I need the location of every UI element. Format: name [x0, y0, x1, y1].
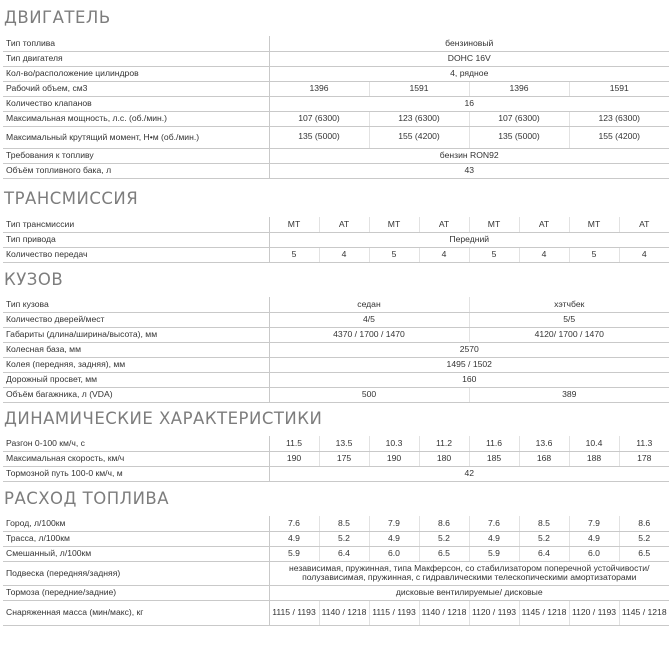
- cell-value: независимая, пружинная, типа Макферсон, со стабилизатором поперечной устойчивости/ полузависимая, пружинная, с гидравлическими телескопическими амортизаторами: [269, 561, 669, 585]
- row-label: Подвеска (передняя/задняя): [3, 561, 269, 585]
- cell-value: 43: [269, 163, 669, 178]
- row-label: Тормозной путь 100-0 км/ч, м: [3, 466, 269, 481]
- cell-value: 2570: [269, 342, 669, 357]
- section-title-engine: ДВИГАТЕЛЬ: [4, 8, 111, 27]
- row-label: Кол-во/расположение цилиндров: [3, 66, 269, 81]
- table-row: [3, 546, 669, 561]
- row-label: Количество передач: [3, 247, 269, 262]
- cell-value: 5: [369, 247, 419, 262]
- cell-value: 1495 / 1502: [269, 357, 669, 372]
- cell-value: 135 (5000): [469, 126, 569, 148]
- cell-value: 8.6: [619, 516, 669, 531]
- cell-value: 1591: [569, 81, 669, 96]
- table-row: [3, 312, 669, 327]
- cell-value: 4.9: [369, 531, 419, 546]
- row-label: Объём топливного бака, л: [3, 163, 269, 178]
- transmission-table: [3, 217, 669, 263]
- table-row: [3, 561, 669, 585]
- cell-value: седан: [269, 297, 469, 312]
- cell-value: 190: [269, 451, 319, 466]
- cell-value: 7.9: [569, 516, 619, 531]
- body-table: [3, 297, 669, 403]
- row-label: Разгон 0-100 км/ч, с: [3, 436, 269, 451]
- table-row: [3, 148, 669, 163]
- section-title-fuel: РАСХОД ТОПЛИВА: [4, 489, 170, 508]
- cell-value: DOHC 16V: [269, 51, 669, 66]
- cell-value: 155 (4200): [569, 126, 669, 148]
- cell-value: 1396: [269, 81, 369, 96]
- cell-value: AT: [619, 217, 669, 232]
- cell-value: 5.9: [469, 546, 519, 561]
- row-label: Дорожный просвет, мм: [3, 372, 269, 387]
- table-row: [3, 66, 669, 81]
- table-row: [3, 36, 669, 51]
- cell-value: 4: [619, 247, 669, 262]
- cell-value: 5.2: [419, 531, 469, 546]
- table-row: [3, 531, 669, 546]
- cell-value: 5.9: [269, 546, 319, 561]
- cell-value: 5: [269, 247, 319, 262]
- table-row: [3, 163, 669, 178]
- cell-value: 4: [319, 247, 369, 262]
- row-label: Рабочий объем, см3: [3, 81, 269, 96]
- cell-value: 5/5: [469, 312, 669, 327]
- row-label: Тип кузова: [3, 297, 269, 312]
- table-row: [3, 126, 669, 148]
- row-label: Колесная база, мм: [3, 342, 269, 357]
- cell-value: 1396: [469, 81, 569, 96]
- cell-value: 500: [269, 387, 469, 402]
- cell-value: 4370 / 1700 / 1470: [269, 327, 469, 342]
- cell-value: Передний: [269, 232, 669, 247]
- section-title-dynamics: ДИНАМИЧЕСКИЕ ХАРАКТЕРИСТИКИ: [4, 409, 323, 428]
- cell-value: 135 (5000): [269, 126, 369, 148]
- cell-value: AT: [419, 217, 469, 232]
- cell-value: 1145 / 1218: [519, 600, 569, 625]
- cell-value: 1120 / 1193: [569, 600, 619, 625]
- cell-value: 5: [469, 247, 519, 262]
- cell-value: 6.0: [369, 546, 419, 561]
- cell-value: 1140 / 1218: [319, 600, 369, 625]
- row-label: Тип привода: [3, 232, 269, 247]
- cell-value: 6.0: [569, 546, 619, 561]
- cell-value: 6.4: [319, 546, 369, 561]
- table-row: [3, 600, 669, 625]
- table-row: [3, 327, 669, 342]
- cell-value: 1591: [369, 81, 469, 96]
- cell-value: 1145 / 1218: [619, 600, 669, 625]
- cell-value: 1115 / 1193: [369, 600, 419, 625]
- cell-value: 190: [369, 451, 419, 466]
- row-label: Смешанный, л/100км: [3, 546, 269, 561]
- row-label: Колея (передняя, задняя), мм: [3, 357, 269, 372]
- table-row: [3, 111, 669, 126]
- cell-value: 6.5: [619, 546, 669, 561]
- row-label: Габариты (длина/ширина/высота), мм: [3, 327, 269, 342]
- table-row: [3, 387, 669, 402]
- cell-value: бензин RON92: [269, 148, 669, 163]
- table-row: [3, 436, 669, 451]
- cell-value: 5.2: [319, 531, 369, 546]
- row-label: Максимальная скорость, км/ч: [3, 451, 269, 466]
- cell-value: 5.2: [519, 531, 569, 546]
- cell-value: 11.6: [469, 436, 519, 451]
- cell-value: 5: [569, 247, 619, 262]
- cell-value: 178: [619, 451, 669, 466]
- cell-value: MT: [569, 217, 619, 232]
- cell-value: 160: [269, 372, 669, 387]
- cell-value: 8.5: [519, 516, 569, 531]
- cell-value: 4/5: [269, 312, 469, 327]
- row-label: Город, л/100км: [3, 516, 269, 531]
- cell-value: бензиновый: [269, 36, 669, 51]
- cell-value: хэтчбек: [469, 297, 669, 312]
- table-row: [3, 96, 669, 111]
- dynamics-table: [3, 436, 669, 482]
- row-label: Снаряженная масса (мин/макс), кг: [3, 600, 269, 625]
- table-row: [3, 81, 669, 96]
- cell-value: 107 (6300): [269, 111, 369, 126]
- section-title-transmission: ТРАНСМИССИЯ: [4, 189, 139, 208]
- row-label: Требования к топливу: [3, 148, 269, 163]
- cell-value: 7.9: [369, 516, 419, 531]
- cell-value: 13.5: [319, 436, 369, 451]
- cell-value: 42: [269, 466, 669, 481]
- cell-value: 5.2: [619, 531, 669, 546]
- cell-value: 6.5: [419, 546, 469, 561]
- cell-value: 8.6: [419, 516, 469, 531]
- cell-value: 389: [469, 387, 669, 402]
- cell-value: 4120/ 1700 / 1470: [469, 327, 669, 342]
- cell-value: 4, рядное: [269, 66, 669, 81]
- row-label: Максимальная мощность, л.с. (об./мин.): [3, 111, 269, 126]
- cell-value: 10.4: [569, 436, 619, 451]
- cell-value: 6.4: [519, 546, 569, 561]
- cell-value: 180: [419, 451, 469, 466]
- cell-value: 175: [319, 451, 369, 466]
- cell-value: 1115 / 1193: [269, 600, 319, 625]
- cell-value: 11.2: [419, 436, 469, 451]
- cell-value: 4.9: [569, 531, 619, 546]
- table-row: [3, 217, 669, 232]
- cell-value: 1120 / 1193: [469, 600, 519, 625]
- cell-value: 11.3: [619, 436, 669, 451]
- cell-value: MT: [469, 217, 519, 232]
- section-title-body: КУЗОВ: [4, 270, 64, 289]
- row-label: Количество клапанов: [3, 96, 269, 111]
- cell-value: 188: [569, 451, 619, 466]
- engine-table: [3, 36, 669, 179]
- row-label: Объём багажника, л (VDA): [3, 387, 269, 402]
- row-label: Тормоза (передние/задние): [3, 585, 269, 600]
- cell-value: 4: [419, 247, 469, 262]
- cell-value: 4: [519, 247, 569, 262]
- row-label: Тип двигателя: [3, 51, 269, 66]
- cell-value: дисковые вентилируемые/ дисковые: [269, 585, 669, 600]
- cell-value: 16: [269, 96, 669, 111]
- fuel-table: [3, 516, 669, 626]
- row-label: Трасса, л/100км: [3, 531, 269, 546]
- table-row: [3, 585, 669, 600]
- cell-value: 8.5: [319, 516, 369, 531]
- table-row: [3, 516, 669, 531]
- table-row: [3, 247, 669, 262]
- cell-value: 11.5: [269, 436, 319, 451]
- cell-value: 185: [469, 451, 519, 466]
- cell-value: AT: [519, 217, 569, 232]
- row-label: Количество дверей/мест: [3, 312, 269, 327]
- cell-value: AT: [319, 217, 369, 232]
- table-row: [3, 451, 669, 466]
- table-row: [3, 466, 669, 481]
- cell-value: 1140 / 1218: [419, 600, 469, 625]
- row-label: Максимальный крутящий момент, Н•м (об./мин.): [3, 126, 269, 148]
- cell-value: 13.6: [519, 436, 569, 451]
- table-row: [3, 232, 669, 247]
- cell-value: 123 (6300): [569, 111, 669, 126]
- table-row: [3, 372, 669, 387]
- table-row: [3, 51, 669, 66]
- cell-value: MT: [369, 217, 419, 232]
- row-label: Тип трансмиссии: [3, 217, 269, 232]
- cell-value: 4.9: [469, 531, 519, 546]
- table-row: [3, 357, 669, 372]
- table-row: [3, 297, 669, 312]
- cell-value: 155 (4200): [369, 126, 469, 148]
- cell-value: 10.3: [369, 436, 419, 451]
- table-row: [3, 342, 669, 357]
- cell-value: 168: [519, 451, 569, 466]
- cell-value: 4.9: [269, 531, 319, 546]
- cell-value: 107 (6300): [469, 111, 569, 126]
- cell-value: 123 (6300): [369, 111, 469, 126]
- cell-value: MT: [269, 217, 319, 232]
- cell-value: 7.6: [469, 516, 519, 531]
- row-label: Тип топлива: [3, 36, 269, 51]
- cell-value: 7.6: [269, 516, 319, 531]
